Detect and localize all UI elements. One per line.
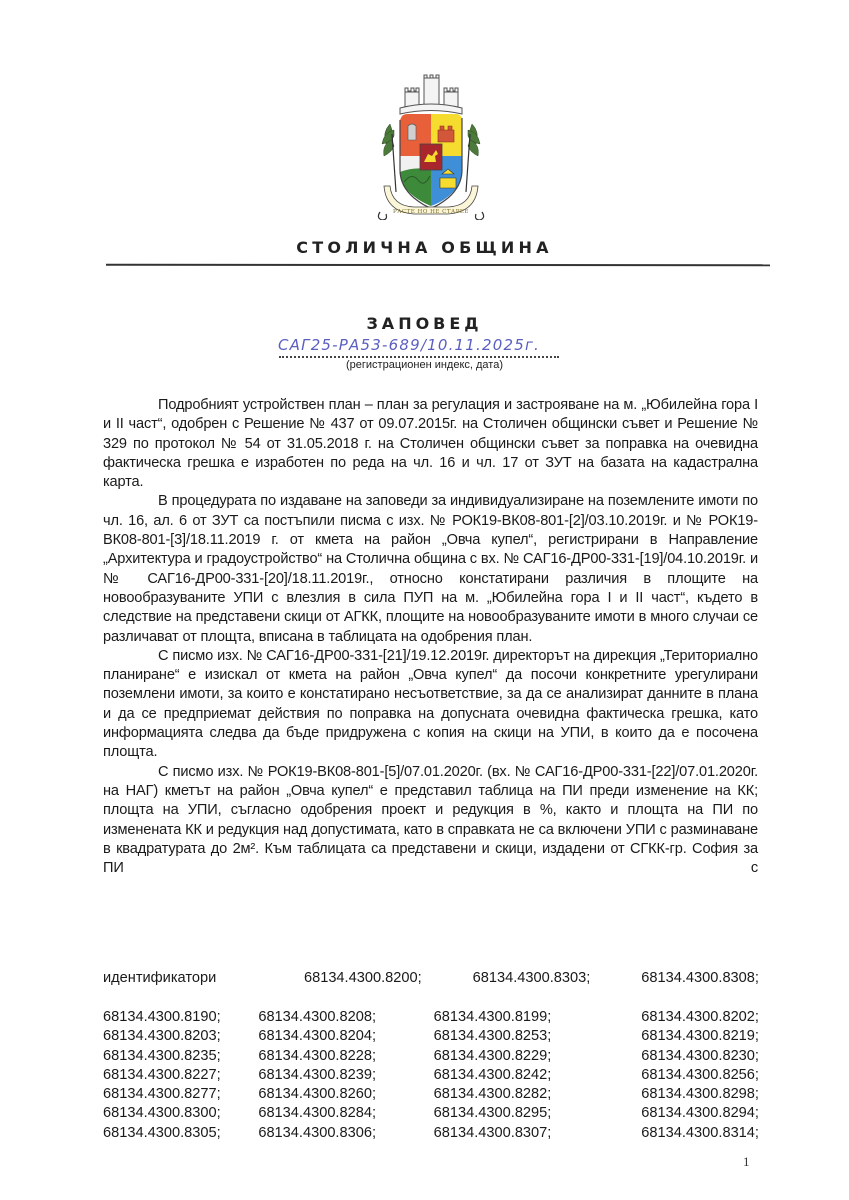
identifier: 68134.4300.8227; xyxy=(103,1066,221,1083)
identifier: 68134.4300.8284; xyxy=(258,1105,377,1122)
crown-icon xyxy=(400,75,462,114)
document-type-title: ЗАПОВЕД xyxy=(366,314,483,333)
registration-dotted-line xyxy=(279,356,559,358)
identifier: 68134.4300.8219; xyxy=(641,1028,759,1045)
identifier: 68134.4300.8242; xyxy=(433,1066,552,1083)
page-number: 1 xyxy=(743,1154,750,1169)
identifiers-row xyxy=(103,1066,759,1085)
paragraph-4: С писмо изх. № РОК19-ВК08-801-[5]/07.01.2020г. (вх. № САГ16-ДР00-331-[22]/07.01.2020г. на НАГ) кметът на район „Овча купел“ е представил таблица на ПИ преди изменение на КК; площта на УПИ, съгласно одобрения проект и редукция в %, както и площта на ПИ по изменената КК и редукция над допустимата, като в справката не са включени УПИ с разминаване в квадратурата до 2м². Към таблицата са представени и скици, издадени от СГКК-гр. София за ПИ с xyxy=(103,763,758,877)
sofia-coat-of-arms xyxy=(372,74,490,220)
identifiers-row xyxy=(103,1027,759,1046)
identifier: 68134.4300.8308; xyxy=(641,970,759,986)
identifiers-row xyxy=(103,1085,759,1104)
identifier: 68134.4300.8256; xyxy=(641,1066,759,1083)
identifier: 68134.4300.8235; xyxy=(103,1047,221,1064)
identifier: 68134.4300.8300; xyxy=(103,1105,221,1122)
identifier: 68134.4300.8200; xyxy=(303,970,422,986)
identifier: 68134.4300.8314; xyxy=(641,1124,759,1141)
registration-caption: (регистрационен индекс, дата) xyxy=(345,359,503,371)
shield-icon xyxy=(400,114,462,208)
identifier: 68134.4300.8307; xyxy=(433,1124,552,1141)
identifier: 68134.4300.8203; xyxy=(103,1028,221,1045)
identifier: 68134.4300.8239; xyxy=(258,1066,377,1083)
identifiers-row xyxy=(103,1124,759,1143)
identifier: 68134.4300.8202; xyxy=(641,1009,759,1025)
registration-number-handwritten: САГ25-РА53-689/10.11.2025г. xyxy=(278,336,541,354)
organization-name: СТОЛИЧНА ОБЩИНА xyxy=(296,238,553,257)
identifier: 68134.4300.8253; xyxy=(433,1028,552,1045)
identifier: 68134.4300.8294; xyxy=(641,1105,759,1122)
identifier: 68134.4300.8282; xyxy=(433,1086,552,1103)
identifiers-row xyxy=(103,1047,759,1066)
identifiers-first-row xyxy=(103,969,759,988)
identifiers-row xyxy=(103,1104,759,1123)
identifier: 68134.4300.8306; xyxy=(258,1124,377,1141)
paragraph-3: С писмо изх. № САГ16-ДР00-331-[21]/19.12.2019г. директорът на дирекция „Териториално планиране“ е изискал от кмета на район „Овча купел“ да посочи конкретните урегулирани поземлени имоти, за които е констатирано несъответствие, за да се анализират данните в плана и да се предприемат действия по поправка на допусната очевидна фактическа грешка, като информацията следва да бъде придружена с копия на скици на УПИ, в които да е посочена площта. xyxy=(103,647,758,761)
identifier: 68134.4300.8229; xyxy=(433,1047,552,1064)
identifier: 68134.4300.8208; xyxy=(258,1009,377,1025)
identifier: 68134.4300.8199; xyxy=(433,1009,552,1025)
order-body xyxy=(103,396,758,878)
header-divider xyxy=(106,264,770,267)
identifier: 68134.4300.8298; xyxy=(641,1086,759,1103)
identifier: 68134.4300.8305; xyxy=(103,1124,221,1141)
paragraph-1: Подробният устройствен план – план за регулация и застрояване на м. „Юбилейна гора I и II част“, одобрен с Решение № 437 от 09.07.2015г. на Столичен общински съвет и Решение № 329 по протокол № 54 от 31.05.2018 г. на Столичен общински съвет за поправка на очевидна фактическа грешка е изработен по реда на чл. 16 и чл. 17 от ЗУТ на базата на кадастрална карта. xyxy=(103,397,758,491)
identifier: 68134.4300.8303; xyxy=(472,970,591,986)
identifier: 68134.4300.8260; xyxy=(258,1086,377,1103)
paragraph-2: В процедурата по издаване на заповеди за индивидуализиране на поземлените имоти по чл. 16, ал. 6 от ЗУТ са постъпили писма с изх. № РОК19-ВК08-801-[2]/03.10.2019г. и № РОК19-ВК08-801-[3]/18.11.2019 г. от кмета на район „Овча купел“, регистрирани в Направление „Архитектура и градоустройство“ на Столична община с вх. № САГ16-ДР00-331-[19]/04.10.2019г. и № САГ16-ДР00-331-[20]/18.11.2019г., относно констатирани различия в площите на новообразуваните УПИ с влезлия в сила ПУП на м. „Юбилейна гора I и II част“, където в следствие на представени скици от АГКК, площите на новообразуваните имоти в много случаи се различават от площта, вписана в таблицата на одобрения план. xyxy=(103,493,758,645)
identifier: 68134.4300.8277; xyxy=(103,1086,221,1103)
crest-motto: РАСТЕ НО НЕ СТАРЕЕ xyxy=(393,209,469,215)
identifier: 68134.4300.8228; xyxy=(258,1047,377,1064)
identifiers-label: идентификатори xyxy=(103,970,217,986)
identifiers-row xyxy=(103,1008,759,1027)
identifier: 68134.4300.8190; xyxy=(103,1009,221,1025)
identifiers-grid xyxy=(103,1008,759,1143)
identifier: 68134.4300.8204; xyxy=(258,1028,377,1045)
identifier: 68134.4300.8230; xyxy=(641,1047,759,1064)
identifier: 68134.4300.8295; xyxy=(433,1105,552,1122)
